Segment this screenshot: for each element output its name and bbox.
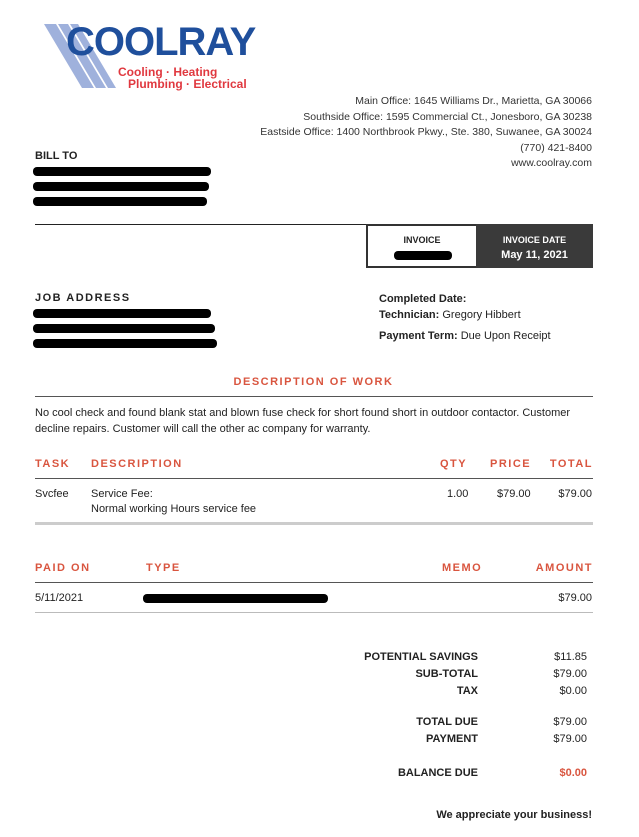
invoice-date-box — [476, 224, 593, 268]
job-address-label: JOB ADDRESS — [35, 292, 131, 304]
southside-office: Southside Office: 1595 Commercial Ct., Jonesboro, GA 30238 — [303, 110, 592, 123]
main-office: Main Office: 1645 Williams Dr., Marietta, GA 30066 — [355, 95, 592, 107]
redacted — [33, 182, 209, 191]
total-due-label: TOTAL DUE — [416, 716, 478, 728]
logo-tagline-1: Cooling · Heating — [118, 65, 218, 79]
payment: $79.00 — [553, 733, 587, 745]
completed-date-label: Completed Date: — [379, 293, 467, 305]
tax-label: TAX — [456, 685, 478, 697]
payment-label: PAYMENT — [426, 733, 478, 745]
col-paid-on: PAID ON — [35, 562, 91, 574]
bill-to-label: BILL TO — [35, 150, 78, 162]
col-description: DESCRIPTION — [91, 458, 183, 470]
redacted — [33, 167, 211, 176]
logo-brand: COOLRAY — [66, 20, 256, 64]
potential-savings: $11.85 — [554, 651, 587, 663]
col-price: PRICE — [490, 458, 532, 470]
total: $79.00 — [558, 488, 592, 500]
amount: $79.00 — [558, 592, 592, 604]
invoice-date: May 11, 2021 — [501, 249, 568, 261]
divider — [35, 522, 593, 525]
website: www.coolray.com — [511, 157, 592, 169]
work-description: No cool check and found blank stat and blown fuse check for short found short in outdoor contactor. Customer decline repairs. Customer will call the other ac company for warranty. — [35, 407, 571, 435]
description-line-1: Service Fee: — [91, 488, 153, 500]
col-task: TASK — [35, 458, 71, 470]
redacted — [33, 309, 211, 318]
col-amount: AMOUNT — [535, 562, 593, 574]
coolray-logo — [42, 20, 262, 92]
tax: $0.00 — [559, 685, 587, 697]
divider — [35, 582, 593, 583]
payment-term: Due Upon Receipt — [457, 330, 551, 342]
qty: 1.00 — [447, 488, 469, 500]
col-type: TYPE — [146, 562, 181, 574]
col-total: TOTAL — [549, 458, 593, 470]
invoice-label: INVOICE — [403, 235, 441, 245]
technician: Gregory Hibbert — [439, 308, 521, 321]
job-details — [379, 292, 551, 345]
col-qty: QTY — [440, 458, 468, 470]
price: $79.00 — [497, 488, 531, 500]
thank-you-note: We appreciate your business! — [436, 809, 592, 821]
redacted — [33, 324, 215, 333]
invoice-number-box — [366, 224, 478, 268]
balance-due-label: BALANCE DUE — [397, 767, 478, 779]
company-info — [260, 94, 592, 172]
technician-label: Technician: — [379, 308, 440, 321]
eastside-office: Eastside Office: 1400 Northbrook Pkwy., Ste. 380, Suwanee, GA 30024 — [260, 126, 592, 138]
description-of-work-label: DESCRIPTION OF WORK — [233, 376, 394, 388]
description-line-2: Normal working Hours service fee — [91, 503, 257, 515]
redacted — [33, 339, 217, 348]
divider — [35, 478, 593, 479]
redacted — [394, 251, 452, 260]
divider — [35, 396, 593, 397]
redacted — [143, 594, 328, 603]
divider — [35, 224, 367, 225]
phone: (770) 421-8400 — [520, 141, 592, 154]
balance-due: $0.00 — [559, 767, 587, 779]
subtotal-label: SUB-TOTAL — [415, 668, 478, 680]
logo-tagline-2: Plumbing · Electrical — [128, 77, 247, 91]
subtotal: $79.00 — [553, 668, 587, 680]
payment-term-label: Payment Term: — [379, 330, 458, 342]
paid-on: 5/11/2021 — [35, 592, 84, 604]
potential-savings-label: POTENTIAL SAVINGS — [364, 651, 478, 663]
redacted — [33, 197, 207, 206]
task: Svcfee — [35, 488, 69, 500]
col-memo: MEMO — [442, 562, 483, 574]
invoice-date-label: INVOICE DATE — [502, 235, 567, 245]
divider — [35, 612, 593, 613]
total-due: $79.00 — [553, 716, 587, 728]
